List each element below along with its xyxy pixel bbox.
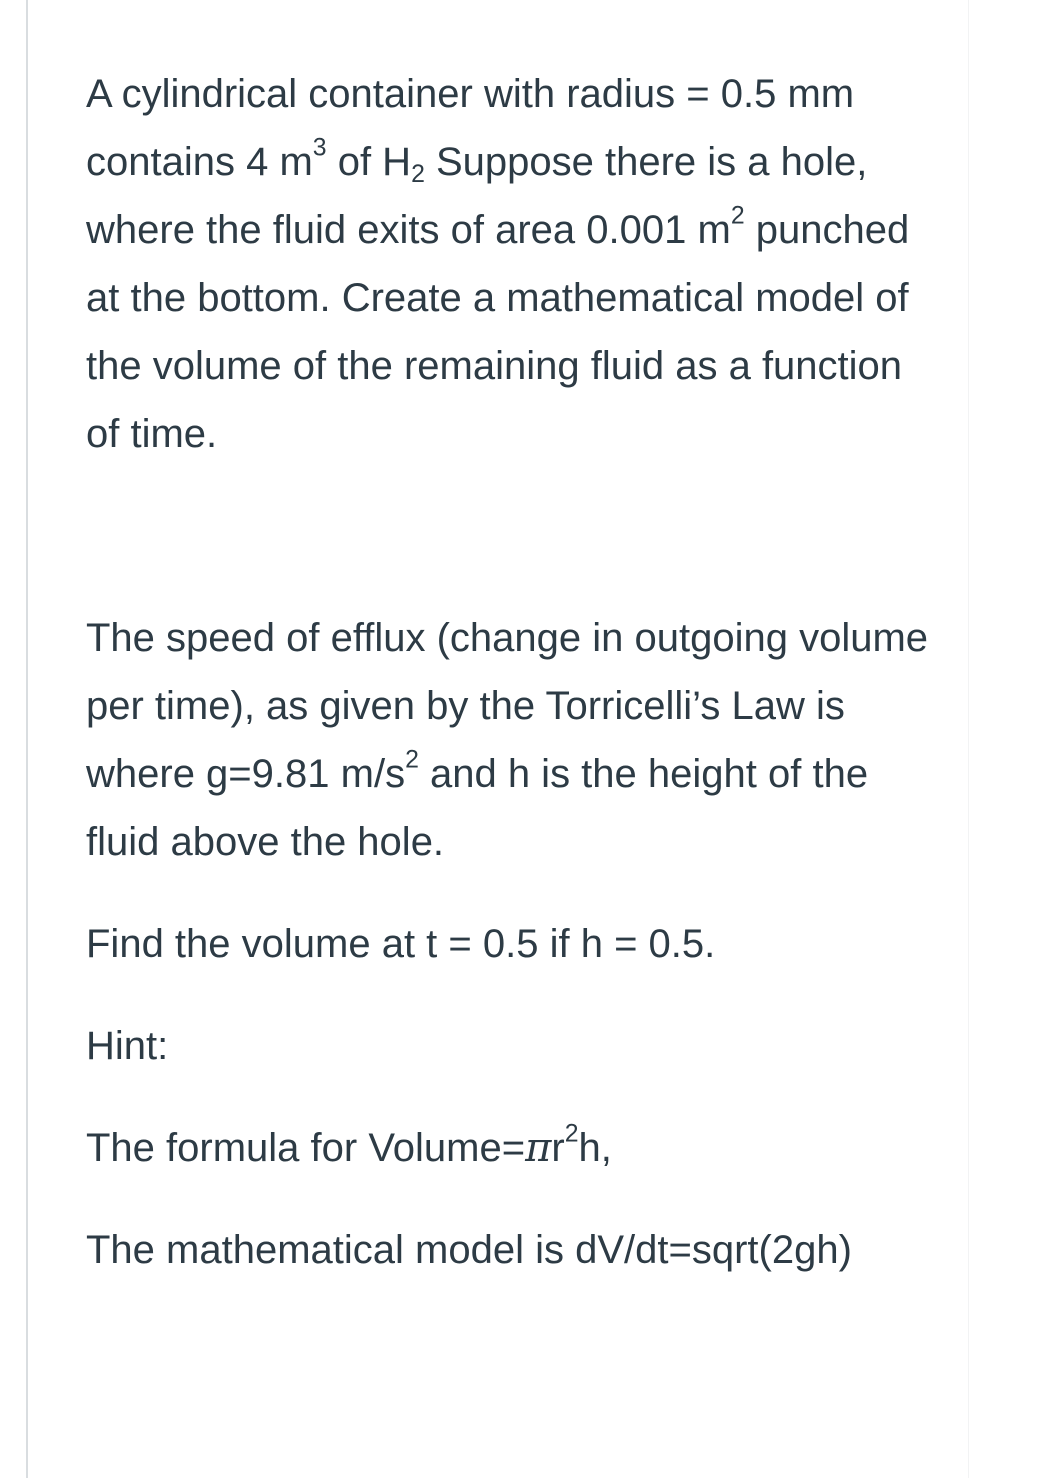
left-border-rule — [26, 0, 28, 1478]
statement-text-4: punched at the bottom. Create a mathematical model of the volume of the remaining fluid as a function of time. — [86, 208, 910, 456]
question-body — [86, 60, 936, 1284]
exponent-squared: 2 — [730, 202, 745, 230]
pi-symbol: π — [525, 1125, 552, 1171]
hint-label: Hint: — [86, 1024, 169, 1068]
right-border-rule — [968, 0, 969, 1478]
statement-text-3: Suppose there is a hole, where the fluid exits of area 0.001 m — [86, 140, 868, 252]
volume-formula — [86, 1114, 936, 1182]
statement-text-2: of H — [326, 140, 412, 184]
subscript-two: 2 — [411, 160, 425, 188]
statement-text-1: A cylindrical container with radius = 0.5 mm contains 4 m — [86, 72, 855, 184]
mathematical-model: The mathematical model is dV/dt=sqrt(2gh) — [86, 1228, 852, 1272]
problem-statement — [86, 60, 936, 468]
radius-exponent: 2 — [564, 1120, 579, 1148]
formula-radius: r — [551, 1126, 565, 1170]
torricelli-paragraph — [86, 604, 936, 876]
formula-text: The formula for Volume= — [86, 1126, 526, 1170]
exponent-cubed: 3 — [312, 134, 327, 162]
find-volume-question: Find the volume at t = 0.5 if h = 0.5. — [86, 922, 716, 966]
formula-height: h, — [578, 1126, 612, 1170]
torricelli-text-1: The speed of efflux (change in outgoing volume per time), as given by the Torricelli’s Law is where g=9.81 m/s — [86, 616, 929, 796]
gravity-exponent: 2 — [405, 746, 419, 774]
torricelli-text-2: and h is the height of the fluid above the hole. — [86, 752, 869, 864]
